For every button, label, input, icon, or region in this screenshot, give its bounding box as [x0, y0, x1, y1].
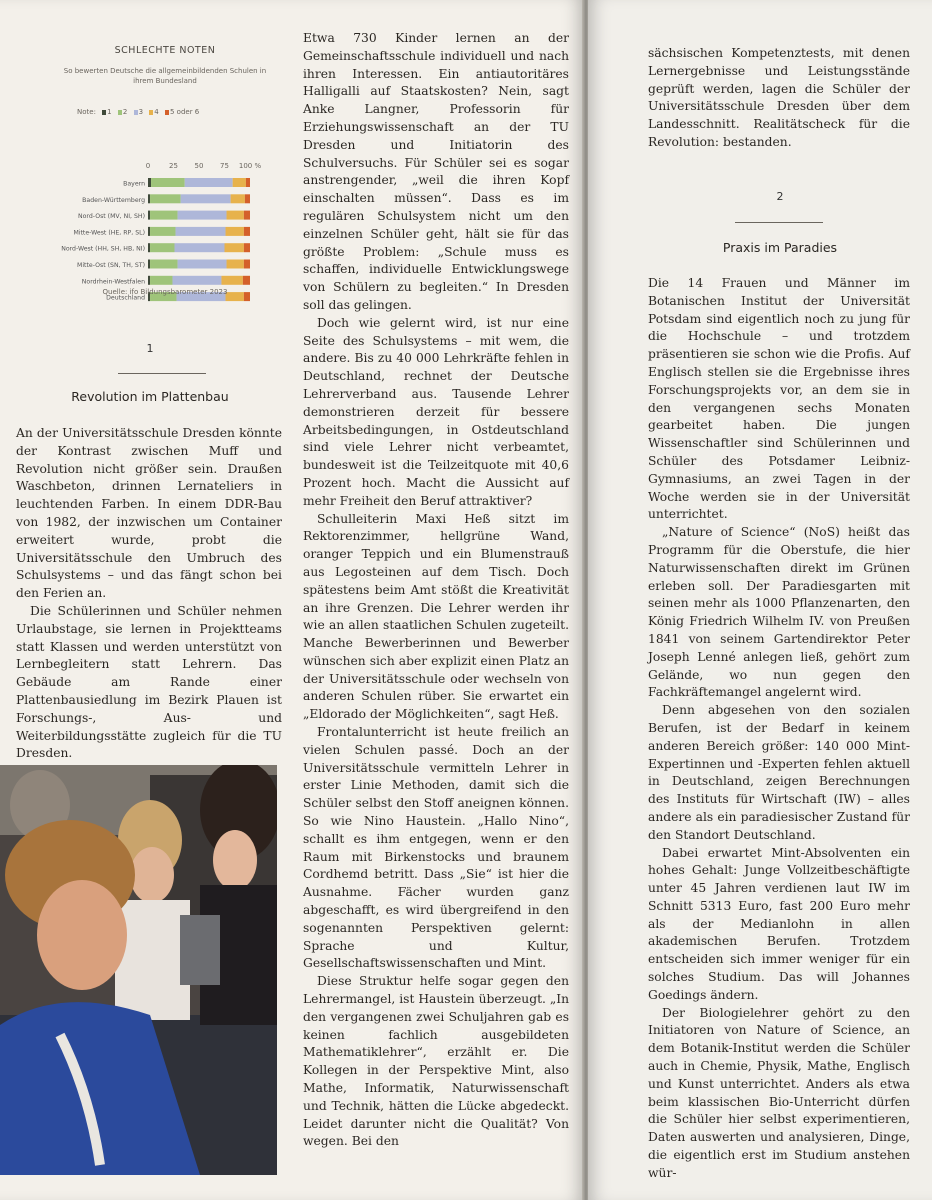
bar-segment	[172, 276, 221, 285]
bar-segment	[225, 243, 244, 252]
classroom-photo	[0, 765, 277, 1175]
bar-segment	[231, 194, 245, 203]
section-divider	[735, 222, 823, 223]
chart-legend	[77, 108, 203, 116]
bar-segment	[175, 243, 225, 252]
section-divider	[118, 373, 206, 374]
bar-segment	[185, 178, 233, 187]
bar-segment	[150, 260, 178, 269]
bar-segment	[150, 194, 181, 203]
bar-segment	[150, 243, 174, 252]
bar-segment	[244, 211, 250, 220]
bar-segment	[150, 211, 178, 220]
bar-chart	[60, 40, 270, 310]
bar-segment	[246, 178, 250, 187]
legend-title: Note:	[77, 108, 96, 116]
legend-item: 3	[134, 108, 143, 116]
section-title: Praxis im Paradies	[722, 240, 838, 255]
bar-segment	[148, 260, 150, 269]
bar-segment	[226, 227, 244, 236]
chart-plot	[60, 160, 270, 320]
x-tick-label: 100 %	[238, 162, 262, 170]
legend-item: 5 oder 6	[165, 108, 199, 116]
section-number: 2	[776, 190, 784, 203]
section-number: 1	[146, 342, 154, 355]
paragraph: „Nature of Science“ (NoS) heißt das Programm für die Oberstufe, die hier Naturwissenschaften direkt im Grünen erleben soll. Der Paradiesgarten mit seinen mehr als 1000 Pflanzenarten, den König Friedrich Wilhelm IV. von Preußen 1841 von seinem Gartendirektor Peter Joseph Lenné anlegen ließ, gehört zum Gelände, wo nun gegen den Fachkräftemangel angelernt wird.	[648, 525, 910, 700]
paragraph: Der Biologielehrer gehört zu den Initiatoren von Nature of Science, an dem Botanik-Institut werden die Schüler auch in Chemie, Physik, Mathe, Englisch und Kunst unterrichtet. Anders als etwa beim klassischen Bio-Unterricht dürfen die Schüler hier selbst experimentieren, Daten auswerten und analysieren, Dinge, die eigentlich erst im Studium anstehen wür-	[648, 1005, 910, 1180]
article-column-1	[16, 425, 282, 763]
category-label: Nordrhein-Westfalen	[81, 278, 145, 286]
article-column-3	[648, 275, 910, 1183]
section-title: Revolution im Plattenbau	[71, 389, 229, 404]
bar-segment	[227, 211, 244, 220]
bar-segment	[148, 211, 150, 220]
bar-segment	[221, 276, 242, 285]
x-tick-label: 0	[145, 162, 151, 170]
paragraph: Frontalunterricht ist heute freilich an vielen Schulen passé. Doch an der Universitätsschule vermitteln Lehrer in erster Linie Methoden, damit sich die Schüler selbst den Stoff aneignen können. So wie Nino Haustein. „Hallo Nino“, schallt es ihm entgegen, wenn er den Raum mit Birkenstocks und braunem Cordhemd betritt. Dass „Sie“ ist hier die Ausnahme. Fächer wurden ganz abgeschafft, es wird übergreifend in den sogenannten Perspektiven gelernt: Sprache und Kultur, Gesellschaftswissenschaften und Mint.	[303, 725, 569, 971]
chart-title: SCHLECHTE NOTEN	[114, 45, 216, 56]
chart-subtitle: So bewerten Deutsche die allgemeinbildenden Schulen in ihrem Bundesland	[63, 67, 267, 85]
bar-segment	[178, 260, 227, 269]
category-label: Baden-Württemberg	[82, 196, 145, 204]
x-tick-label: 25	[169, 162, 178, 170]
paragraph: Denn abgesehen von den sozialen Berufen, ist der Bedarf in keinem anderen Bereich größer: 140 000 Mint-Expertinnen und -Experten fehlen aktuell in Deutschland, zeigen Berechnungen des Instituts für Wirtschaft (IW) – alles andere als ein paradiesischer Zustand für den Standort Deutschland.	[648, 703, 910, 842]
category-label: Deutschland	[106, 294, 145, 302]
bar-segment	[176, 227, 226, 236]
bar-segment	[148, 243, 150, 252]
bar-segment	[148, 227, 150, 236]
paragraph: An der Universitätsschule Dresden könnte der Kontrast zwischen Muff und Revolution nicht größer sein. Draußen Waschbeton, drinnen Lernateliers in leuchtenden Farben. In einem DDR-Bau von 1982, der inzwischen um Container erweitert wurde, probt die Universitätsschule den Umbruch des Schulsystems – und das fängt schon bei den Ferien an.	[16, 426, 282, 601]
paragraph: Doch wie gelernt wird, ist nur eine Seite des Schulsystems – mit wem, die andere. Bis zu 40 000 Lehrkräfte fehlen in Deutschland, rechnet der Deutsche Lehrerverband aus. Tausende Lehrer demonstrieren derzeit für bessere Arbeitsbedingungen, in Ostdeutschland sind viele Lehrer nicht verbeamtet, bundesweit ist die Teilzeitquote mit 40,6 Prozent hoch. Macht die Aussicht auf mehr Freiheit den Beruf attraktiver?	[303, 315, 569, 508]
paragraph: sächsischen Kompetenztests, mit denen Lernergebnisse und Leistungsstände geprüft werden, lagen die Schüler der Universitätsschule Dresden über dem Landesschnitt. Realitätscheck für die Revolution: bestanden.	[648, 46, 910, 149]
article-column-2	[303, 30, 569, 1151]
bar-segment	[150, 276, 172, 285]
bar-segment	[244, 243, 250, 252]
bar-segment	[233, 178, 246, 187]
category-label: Mitte-West (HE, RP, SL)	[73, 229, 145, 237]
bar-segment	[181, 194, 231, 203]
article-column-3-top	[648, 45, 910, 152]
bar-segment	[148, 178, 151, 187]
bar-segment	[148, 194, 150, 203]
legend-item: 4	[149, 108, 158, 116]
bar-segment	[227, 260, 244, 269]
bar-segment	[150, 227, 176, 236]
legend-item: 1	[102, 108, 111, 116]
chart-source: Quelle: ifo Bildungsbarometer 2023	[102, 288, 228, 296]
paragraph: Etwa 730 Kinder lernen an der Gemeinschaftsschule individuell und nach ihren Interessen. Ein antiautoritäres Halligalli auf Staatskosten? Nein, sagt Anke Langner, Professorin für Erziehungswissenschaft an der TU Dresden und Initiatorin des Schulversuchs. Für Schüler sei es sogar anstrengender, „weil die ihren Kopf einschalten müssen“. Dass es im regulären Schulsystem nicht um den einzelnen Schüler geht, hält sie für das größte Problem: „Schule muss es schaffen, individuelle Entwicklungswege von Schülern zu begleiten.“ In Dresden soll das gelingen.	[303, 31, 569, 312]
bar-segment	[244, 260, 250, 269]
x-tick-label: 75	[220, 162, 229, 170]
category-label: Bayern	[123, 180, 145, 188]
paragraph: Schulleiterin Maxi Heß sitzt im Rektorenzimmer, hellgrüne Wand, oranger Teppich und ein Blumenstrauß aus Legosteinen auf dem Tisch. Doch spätestens beim Amt stößt die Kreativität an ihre Grenzen. Die Lehrer werden ihr wie an allen staatlichen Schulen zugeteilt. Manche Bewerberinnen und Bewerber wünschen sich aber explizit einen Platz an der Universitätsschule oder wechseln von anderen Schulen rüber. Sie erwartet ein „Eldorado der Möglichkeiten“, sagt Heß.	[303, 511, 569, 722]
bar-segment	[243, 276, 250, 285]
bar-segment	[148, 276, 150, 285]
paragraph: Die 14 Frauen und Männer im Botanischen Institut der Universität Potsdam sind eigentlich noch zu jung für die Hochschule – und trotzdem präsentieren sie schon wie die Profis. Auf Englisch stellen sie die Ergebnisse ihres Forschungsprojekts vor, an dem sie in den vergangenen sechs Monaten gearbeitet haben. Die jungen Wissenschaftler sind Schülerinnen und Schüler des Potsdamer Leibniz-Gymnasiums, an zwei Tagen in der Woche werden sie in der Universität unterrichtet.	[648, 276, 910, 522]
x-tick-label: 50	[194, 162, 204, 170]
category-label: Mitte-Ost (SN, TH, ST)	[77, 262, 145, 269]
category-label: Nord-Ost (MV, NI, SH)	[78, 213, 145, 221]
paragraph: Die Schülerinnen und Schüler nehmen Urlaubstage, sie lernen in Projektteams statt Klassen und werden unterstützt von Lernbegleitern statt Lehrern. Das Gebäude am Rande einer Plattenbausiedlung im Bezirk Plauen ist Forschungs-, Aus- und Weiterbildungsstätte zugleich für die TU Dresden.	[16, 603, 282, 761]
bar-segment	[178, 211, 227, 220]
legend-item: 2	[118, 108, 127, 116]
bar-segment	[151, 178, 185, 187]
bar-segment	[245, 194, 250, 203]
paragraph: Diese Struktur helfe sogar gegen den Lehrermangel, ist Haustein überzeugt. „In den vergangenen zwei Schuljahren gab es keinen fachlich ausgebildeten Mathematiklehrer“, erzählt er. Die Kollegen in der Perspektive Mint, also Mathe, Informatik, Naturwissenschaft und Technik, hätten die Lücke abgedeckt. Leidet darunter nicht die Qualität? Von wegen. Bei den	[303, 974, 569, 1149]
bar-segment	[244, 227, 250, 236]
category-label: Nord-West (HH, SH, HB, NI)	[61, 245, 145, 253]
paragraph: Dabei erwartet Mint-Absolventen ein hohes Gehalt: Junge Vollzeitbeschäftigte unter 45 Jahren verdienen laut IW im Schnitt 5313 Euro, fast 200 Euro mehr als der Medianlohn in allen akademischen Berufen. Trotzdem entscheiden sich immer weniger für ein solches Studium. Das will Johannes Goedings ändern.	[648, 845, 910, 1002]
